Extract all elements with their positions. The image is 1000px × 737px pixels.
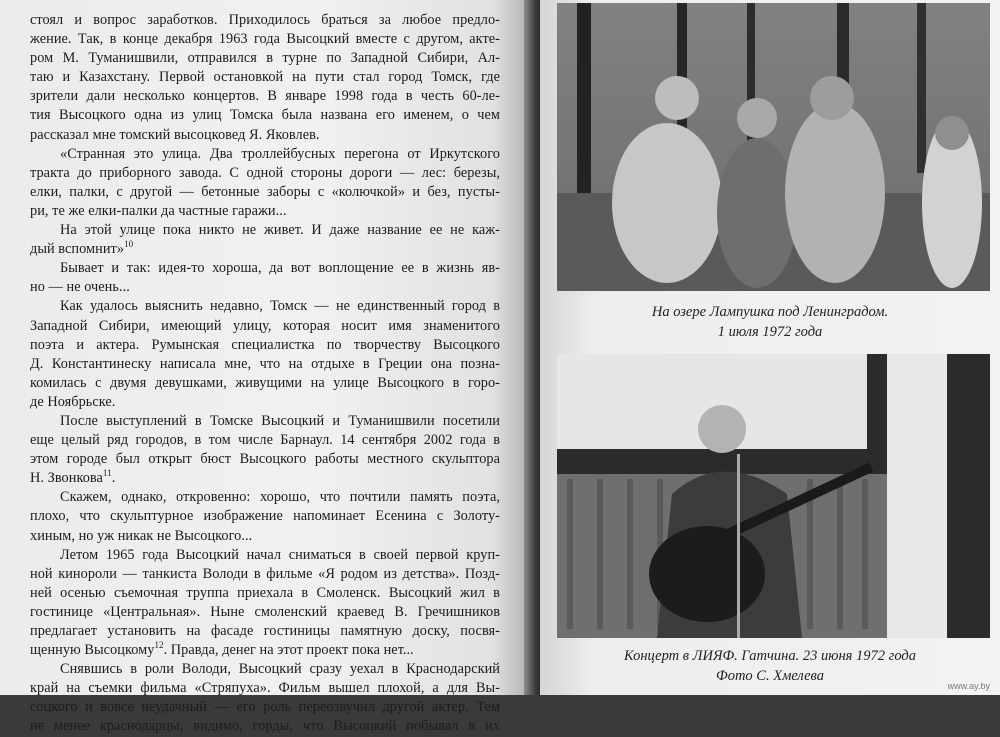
text-line (30, 412, 500, 431)
body-text (30, 11, 500, 737)
text-line (30, 393, 500, 412)
text-line (30, 488, 500, 507)
lake-photo-caption (540, 302, 1000, 342)
text-line-content: соцкого и вовсе неудачный — его роль переозвучил другой актер. Тем (30, 699, 500, 716)
text-line (30, 106, 500, 125)
text-line-content: предлагает установить на фасаде гостиницы памятную доску, посвя- (30, 623, 500, 639)
text-line-content: плохо, что скульптурное изображение напоминает Есенина с Золоту- (30, 508, 500, 525)
caption-line: 1 июля 1972 года (717, 324, 823, 340)
text-line-content: гостинице «Центральная». Ныне смоленский краевед В. Гречишников (30, 603, 500, 620)
text-line-content: Д. Константинеску написала мне, что на отдыхе в Греции она позна- (30, 355, 500, 372)
text-line (30, 183, 500, 202)
text-line (30, 221, 500, 240)
text-line-content: После выступлений в Томске Высоцкий и Туманишвили посетили (60, 412, 500, 429)
caption-line: Фото С. Хмелева (716, 668, 824, 684)
text-line-content: Как удалось выяснить недавно, Томск — не единственный город в (60, 298, 500, 315)
concert-photo-image (557, 354, 990, 638)
text-line (30, 698, 500, 717)
text-line (30, 355, 500, 374)
text-line (30, 30, 500, 49)
text-line-tail: . Правда, денег на этот проект пока нет... (163, 642, 414, 659)
text-line-content: Западной Сибири, имеющий улицу, которая носит имя знаменитого (30, 317, 500, 334)
text-line (30, 49, 500, 68)
text-line (30, 641, 500, 660)
text-line-content: поэта и актера. Румынская специалистка по творчеству Высоцкого (30, 336, 500, 353)
text-line-content: На этой улице пока никто не живет. И даже название ее не каж- (60, 222, 500, 239)
footnote-ref: 12 (154, 640, 164, 651)
caption-line: На озере Лампушка под Ленинградом. (651, 304, 889, 320)
text-line-content: елки, палки, с другой — бетонные заборы с «колючкой» и без, пусты- (30, 183, 500, 200)
text-line-content: Скажем, однако, откровенно: хорошо, что почтили память поэта, (60, 489, 500, 506)
text-line-content: комилась с двумя девушками, живущими на улице Высоцкого в горо- (30, 374, 500, 391)
text-line (30, 278, 500, 297)
text-line (30, 450, 500, 469)
text-line (30, 126, 500, 145)
text-line (30, 11, 500, 30)
text-line-content: таю и Казахстану. Первой остановкой на пути стал город Томск, где (30, 69, 500, 86)
text-line-content: Н. Звонкова (30, 470, 103, 487)
text-line-content: ной кинороли — танкиста Володи в фильме «Я родом из детства». Позд- (30, 565, 500, 582)
text-line (30, 240, 500, 259)
text-line (30, 317, 500, 336)
text-line-content: дый вспомнит» (30, 241, 125, 258)
text-line (30, 202, 500, 221)
text-line-content: тия Высоцкого одна из улиц Томска была названа его именем, о чем (30, 107, 500, 124)
text-line-tail: . (111, 470, 116, 487)
text-line-content: хиным, но уж никак не Высоцкого... (30, 527, 253, 544)
text-line (30, 717, 500, 736)
text-line-content: ром М. Туманишвили, отправился в турне по Западной Сибири, Ал- (30, 50, 500, 67)
text-line (30, 87, 500, 106)
text-line (30, 297, 500, 316)
text-line-content: еще целый ряд городов, в том числе Барнаул. 14 сентября 2002 года в (30, 432, 500, 449)
concert-photo-caption (540, 646, 1000, 686)
text-line (30, 603, 500, 622)
text-line-content: щенную Высоцкому (30, 642, 155, 659)
text-line-content: рассказал мне томский высоцковед Я. Яковлев. (30, 126, 320, 143)
lake-photo-image (557, 3, 990, 291)
text-line (30, 336, 500, 355)
text-line-content: ней осенью съемочная труппа приехала в Смоленск. Высоцкий жил в (30, 584, 500, 601)
caption-line: Концерт в ЛИЯФ. Гатчина. 23 июня 1972 года (624, 648, 916, 664)
footnote-ref: 10 (124, 239, 134, 250)
text-line (30, 584, 500, 603)
watermark: www.ay.by (947, 681, 990, 691)
text-line (30, 622, 500, 641)
text-line-content: де Ноябрьске. (30, 393, 116, 410)
text-line (30, 527, 500, 546)
text-line-content: край на съемки фильма «Стряпуха». Фильм вышел плохой, а для Вы- (30, 680, 500, 697)
text-line-content: ри, те же елки-палки да частные гаражи... (30, 202, 287, 219)
right-page (540, 0, 1000, 695)
text-line-content: этом городе был открыт бюст Высоцкого работы местного скульптора (30, 451, 500, 468)
text-line-content: но — не очень... (30, 279, 130, 296)
text-line (30, 507, 500, 526)
text-line (30, 469, 500, 488)
text-line-content: не менее краснодарцы, видимо, горды, что Высоцкий побывал в их (30, 718, 500, 735)
text-line-content: Бывает и так: идея-то хороша, да вот воплощение ее в жизнь яв- (60, 260, 500, 277)
text-line (30, 565, 500, 584)
text-line-content: Снявшись в роли Володи, Высоцкий сразу уехал в Краснодарский (60, 661, 500, 678)
text-line-content: «Странная это улица. Два троллейбусных перегона от Иркутского (60, 145, 500, 162)
text-line (30, 145, 500, 164)
lake-photo (557, 3, 990, 291)
text-line (30, 259, 500, 278)
text-line (30, 660, 500, 679)
footnote-ref: 11 (102, 468, 112, 479)
text-line (30, 431, 500, 450)
concert-photo (557, 354, 990, 638)
text-line-content: зрители дали несколько концертов. В январе 1998 года в честь 60-ле- (30, 88, 500, 105)
text-line-content: жение. Так, в конце декабря 1963 года Высоцкий вместе с другом, акте- (30, 31, 500, 48)
text-line-content: стоял и вопрос заработков. Приходилось браться за любое предло- (30, 12, 500, 28)
text-line (30, 374, 500, 393)
text-line (30, 679, 500, 698)
text-line-content: Летом 1965 года Высоцкий начал сниматься в своей первой круп- (60, 546, 500, 563)
text-line (30, 68, 500, 87)
text-line (30, 546, 500, 565)
text-line (30, 164, 500, 183)
text-line-content: тракта до приборного завода. С одной стороны дороги — лес: березы, (30, 164, 500, 181)
